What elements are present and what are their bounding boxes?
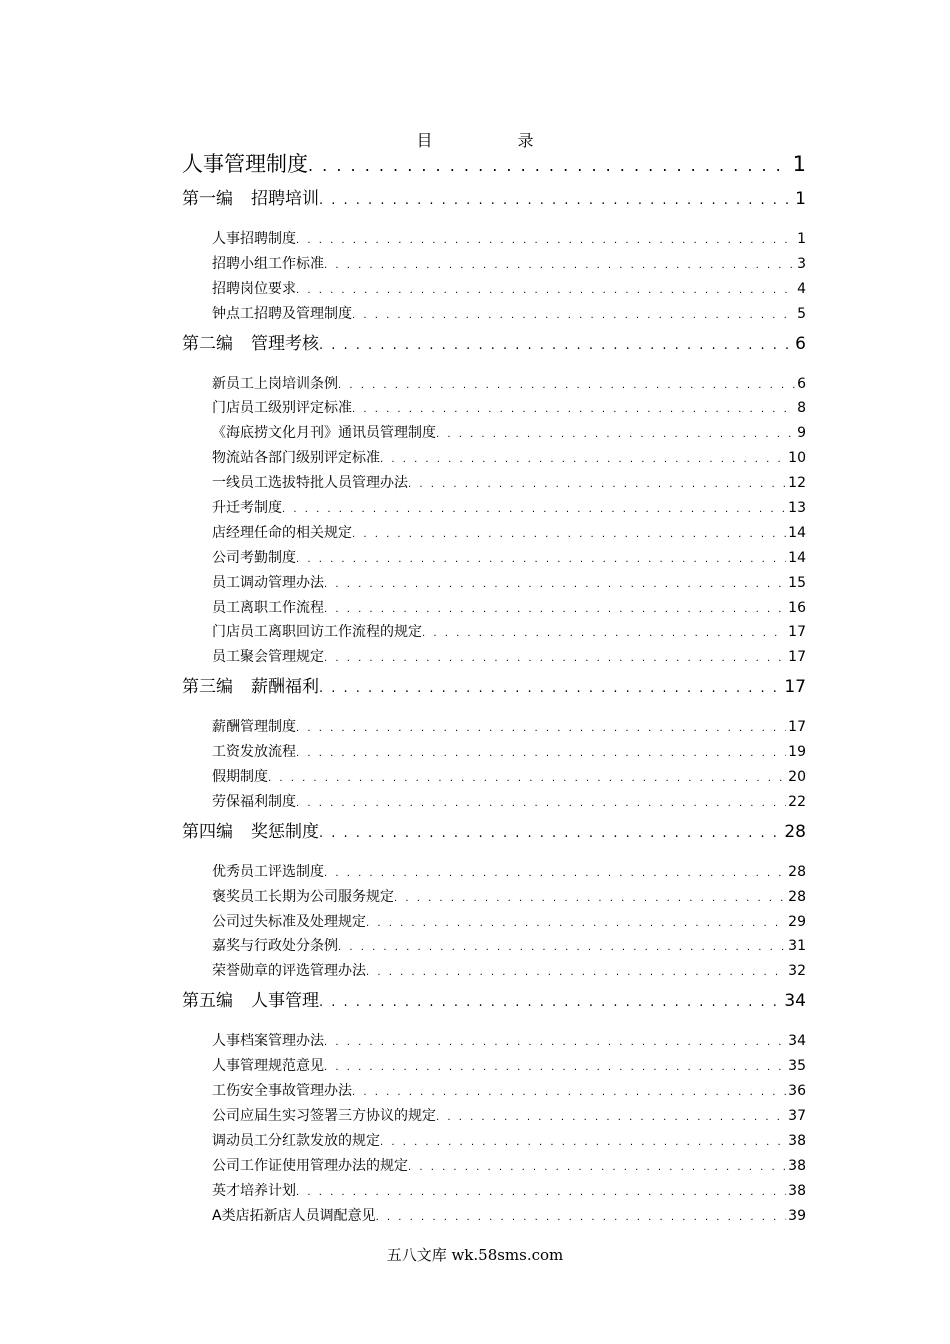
toc-item-entry[interactable] (182, 596, 806, 621)
toc-item-title: 工伤安全事故管理办法 (212, 1083, 352, 1100)
toc-section-entry[interactable] (182, 984, 806, 1019)
toc-item-title: 调动员工分红款发放的规定 (212, 1132, 380, 1149)
dot-leader (308, 148, 791, 182)
toc-page-number: 14 (788, 524, 806, 541)
dot-leader (352, 523, 786, 546)
dot-leader (319, 183, 793, 217)
dot-leader (296, 742, 786, 765)
toc-section-label: 第二编 (182, 333, 233, 354)
table-of-contents (182, 146, 806, 1228)
dot-leader (394, 887, 786, 910)
toc-page-number: 1 (797, 231, 806, 247)
toc-item-title: 一线员工选拔特批人员管理办法 (212, 475, 408, 492)
toc-item-entry[interactable] (182, 571, 806, 596)
toc-page-number: 36 (788, 1083, 806, 1100)
dot-leader (296, 792, 786, 815)
toc-item-entry[interactable] (182, 372, 806, 397)
toc-section-entry[interactable] (182, 670, 806, 705)
toc-item-entry[interactable] (182, 396, 806, 421)
page-title: 目 录 (416, 131, 574, 150)
dot-leader (296, 717, 786, 740)
dot-leader (324, 1031, 786, 1054)
toc-page-number: 28 (784, 821, 806, 842)
toc-item-entry[interactable] (182, 715, 806, 740)
toc-item-title: 门店员工离职回访工作流程的规定 (212, 624, 422, 641)
toc-page-number: 31 (788, 938, 806, 955)
toc-item-title: 员工聚会管理规定 (212, 649, 324, 666)
dot-leader (324, 573, 786, 596)
toc-item-entry[interactable] (182, 546, 806, 571)
toc-page-number: 13 (788, 500, 806, 517)
toc-section-name: 招聘培训 (251, 189, 319, 209)
toc-item-entry[interactable] (182, 1029, 806, 1054)
toc-item-entry[interactable] (182, 1054, 806, 1079)
toc-item-entry[interactable] (182, 471, 806, 496)
toc-page-number: 37 (788, 1107, 806, 1124)
toc-page-number: 1 (795, 189, 806, 209)
dot-leader (324, 1056, 786, 1079)
toc-item-entry[interactable] (182, 1179, 806, 1204)
toc-section-name: 人事管理 (251, 991, 319, 1012)
toc-page-number: 28 (788, 888, 806, 905)
toc-page-number: 9 (797, 425, 806, 442)
toc-item-title: 公司考勤制度 (212, 549, 296, 566)
toc-item-title: 人事管理规范意见 (212, 1058, 324, 1075)
toc-item-title: 工资发放流程 (212, 744, 296, 761)
toc-item-title: 英才培养计划 (212, 1182, 296, 1199)
dot-leader (408, 1156, 786, 1179)
toc-page-number: 3 (797, 255, 806, 272)
toc-page-number: 15 (788, 574, 806, 591)
toc-item-title: 公司过失标准及处理规定 (212, 913, 366, 930)
toc-item-title: 人事招聘制度 (212, 231, 296, 247)
toc-item-title: 店经理任命的相关规定 (212, 524, 352, 541)
toc-main-entry[interactable] (182, 146, 806, 182)
toc-page-number: 39 (788, 1207, 806, 1224)
toc-item-title: 物流站各部门级别评定标准 (212, 450, 380, 467)
toc-item-title: 人事档案管理办法 (212, 1033, 324, 1050)
toc-item-entry[interactable] (182, 421, 806, 446)
dot-leader (282, 498, 786, 521)
toc-page-number: 29 (788, 913, 806, 930)
toc-page-number: 17 (788, 719, 806, 736)
toc-section-label: 第三编 (182, 677, 233, 698)
dot-leader (352, 1081, 786, 1104)
toc-item-title: 假期制度 (212, 769, 268, 786)
section-spacer (182, 850, 806, 860)
toc-sections (182, 182, 806, 1228)
toc-page-number: 4 (797, 280, 806, 297)
toc-page-number: 38 (788, 1132, 806, 1149)
dot-leader (324, 862, 786, 885)
toc-item-title: 荣誉勋章的评选管理办法 (212, 963, 366, 980)
toc-item-title: 招聘小组工作标准 (212, 255, 324, 272)
toc-item-entry[interactable] (182, 1104, 806, 1129)
toc-item-title: 新员工上岗培训条例 (212, 375, 338, 392)
dot-leader (408, 473, 786, 496)
toc-item-entry[interactable] (182, 1079, 806, 1104)
dot-leader (380, 1131, 786, 1154)
toc-item-title: A类店拓新店人员调配意见 (212, 1207, 376, 1224)
toc-item-entry[interactable] (182, 860, 806, 885)
toc-page-number: 34 (788, 1033, 806, 1050)
dot-leader (352, 304, 795, 327)
dot-leader (436, 1106, 786, 1129)
toc-page-number: 10 (788, 450, 806, 467)
toc-page-number: 20 (788, 769, 806, 786)
toc-item-entry[interactable] (182, 1154, 806, 1179)
toc-item-title: 公司应届生实习签署三方协议的规定 (212, 1107, 436, 1124)
dot-leader (296, 229, 795, 252)
toc-page-number: 16 (788, 599, 806, 616)
toc-page-number: 12 (788, 475, 806, 492)
dot-leader (324, 647, 786, 670)
dot-leader (268, 767, 786, 790)
toc-page-number: 17 (784, 677, 806, 698)
toc-item-title: 门店员工级别评定标准 (212, 400, 352, 417)
dot-leader (380, 448, 786, 471)
toc-section-label: 第五编 (182, 991, 233, 1012)
toc-item-entry[interactable] (182, 227, 806, 252)
toc-item-entry[interactable] (182, 496, 806, 521)
toc-page-number: 8 (797, 400, 806, 417)
dot-leader (366, 912, 786, 935)
toc-item-entry[interactable] (182, 446, 806, 471)
toc-item-entry[interactable] (182, 1129, 806, 1154)
dot-leader (296, 279, 795, 302)
toc-item-entry[interactable] (182, 302, 806, 327)
toc-item-entry[interactable] (182, 277, 806, 302)
dot-leader (324, 598, 786, 621)
dot-leader (319, 671, 782, 705)
toc-item-entry[interactable] (182, 252, 806, 277)
toc-item-entry[interactable] (182, 910, 806, 935)
toc-page-number: 19 (788, 744, 806, 761)
toc-item-entry[interactable] (182, 959, 806, 984)
toc-section-entry[interactable] (182, 815, 806, 850)
toc-page-number: 28 (788, 863, 806, 880)
toc-section-name: 奖惩制度 (251, 821, 319, 842)
toc-item-entry[interactable] (182, 790, 806, 815)
toc-item-title: 升迁考制度 (212, 500, 282, 517)
dot-leader (319, 816, 782, 850)
toc-section-name: 薪酬福利 (251, 677, 319, 698)
toc-item-title: 员工调动管理办法 (212, 574, 324, 591)
toc-page-number: 38 (788, 1157, 806, 1174)
toc-item-title: 员工离职工作流程 (212, 599, 324, 616)
toc-page-number: 17 (788, 624, 806, 641)
toc-page-number: 6 (797, 375, 806, 392)
toc-item-entry[interactable] (182, 740, 806, 765)
footer-watermark: 五八文库 wk.58sms.com (386, 1246, 564, 1264)
toc-item-title: 招聘岗位要求 (212, 280, 296, 297)
toc-page-number: 1 (792, 152, 806, 176)
toc-item-title: 褒奖员工长期为公司服务规定 (212, 888, 394, 905)
toc-page-number: 17 (788, 649, 806, 666)
toc-page-number: 38 (788, 1182, 806, 1199)
dot-leader (319, 985, 782, 1019)
dot-leader (296, 548, 786, 571)
toc-page-number: 14 (788, 549, 806, 566)
toc-section-entry[interactable] (182, 327, 806, 362)
toc-section-name: 管理考核 (251, 333, 319, 354)
toc-section-entry[interactable] (182, 182, 806, 217)
dot-leader (422, 622, 786, 645)
toc-item-entry[interactable] (182, 645, 806, 670)
toc-item-entry[interactable] (182, 934, 806, 959)
toc-page-number: 34 (784, 991, 806, 1012)
toc-item-title: 优秀员工评选制度 (212, 863, 324, 880)
toc-page-number: 5 (797, 305, 806, 322)
section-spacer (182, 217, 806, 227)
dot-leader (436, 423, 795, 446)
toc-page-number: 22 (788, 793, 806, 810)
toc-section-label: 第四编 (182, 821, 233, 842)
toc-item-title: 钟点工招聘及管理制度 (212, 305, 352, 322)
section-spacer (182, 705, 806, 715)
dot-leader (376, 1206, 787, 1229)
toc-section-label: 第一编 (182, 189, 233, 209)
toc-item-title: 薪酬管理制度 (212, 719, 296, 736)
toc-item-entry[interactable] (182, 765, 806, 790)
toc-page-number: 35 (788, 1058, 806, 1075)
section-spacer (182, 362, 806, 372)
dot-leader (338, 936, 786, 959)
dot-leader (366, 961, 786, 984)
section-spacer (182, 1019, 806, 1029)
dot-leader (324, 254, 795, 277)
dot-leader (319, 328, 793, 362)
toc-item-title: 劳保福利制度 (212, 793, 296, 810)
toc-item-entry[interactable] (182, 1204, 806, 1229)
toc-item-entry[interactable] (182, 885, 806, 910)
toc-item-title: 嘉奖与行政处分条例 (212, 938, 338, 955)
dot-leader (352, 398, 795, 421)
toc-item-entry[interactable] (182, 521, 806, 546)
toc-item-entry[interactable] (182, 620, 806, 645)
dot-leader (296, 1181, 786, 1204)
dot-leader (338, 374, 795, 397)
toc-item-title: 公司工作证使用管理办法的规定 (212, 1157, 408, 1174)
toc-page-number: 6 (795, 333, 806, 354)
toc-page-number: 32 (788, 963, 806, 980)
toc-main-title: 人事管理制度 (182, 152, 308, 176)
toc-item-title: 《海底捞文化月刊》通讯员管理制度 (212, 425, 436, 442)
